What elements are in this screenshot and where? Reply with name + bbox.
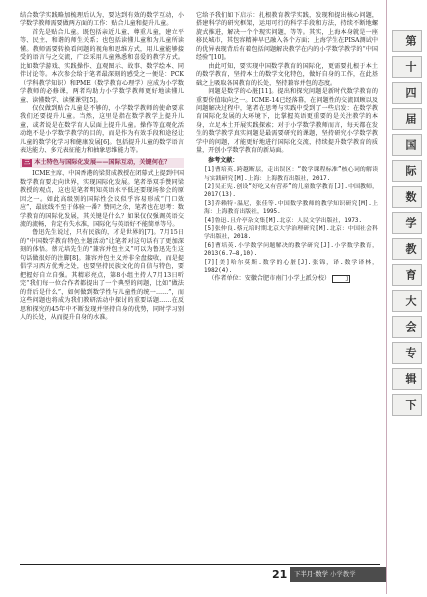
body-paragraph: 结合数学实践略加梳理后认为，要达到有效的数学互动，小学数学教师需要做两方面的工作：贴合儿童和提升儿童。 [20, 12, 184, 28]
author-affiliation-text: （作者单位：安徽合肥市南门小学上派分校） [208, 275, 331, 283]
body-paragraph: 仅仅做到贴合儿童是不够的，小学数学教师的使命要求我们还要提升儿童。当然，这里是指在数学教学上提升儿童，或者说是在数学育人层面上提升儿童。操作等直观化活动绝不是小学数学教学的目的，而是作为有效手段和途径让儿童的数学化学习和健康发展[6]。包括提升儿童的数学语言表达能力、多元表征能力和抽象思维能力等。 [20, 104, 184, 155]
sidebar-box: 届 [392, 108, 422, 130]
reference-item: [4]鲁迅.且介亭杂文集[M].北京：人民文学出版社，1973. [204, 217, 363, 224]
sidebar-box: 下 [392, 394, 422, 416]
body-paragraph: ICME主席、中国香港的梁贯成教授在闭幕式上提到中国数学教育要走向世界，实现国际化发展。笔者举双手赞同梁教授的观点，这也是笔者明知英语水平低还要现场参会的原因之一。如此高级别的国际性会议似乎容易形成“门口效应”，最底线不至于体验一番？赞同之余，笔者也在思考：数学教育的国际化发展，其关键是什么？如果仅仅强调英语交流的流畅，肯定有失水准，国际化与英语好不能简单等号。 [20, 170, 185, 229]
sidebar-box: 四 [392, 82, 422, 104]
body-paragraph: 问题是数学的心脏[11]。提出和探究问题是新时代数学教育的重要价值取向之一。ICME-14已经落幕，在问题性的交流回顾以及问题解决过程中，笔者在思考与实践中受到了一些启发：在数学教育国际化发展的大环境下，比掌握英语更重要的是关注教学的本身，立足本土开展实践探索；对于小学数学教师而言，每天都在发生的数学教学真实问题是最需要研究的课题，坚持研究小学数学教学中的问题，才能更好地进行国际化交流，持续提升数学教育的质量，开创小学数学教育的新局面。 [196, 88, 378, 155]
sidebar-divider [386, 0, 387, 594]
sidebar-box: 大 [392, 290, 422, 312]
reference-item: [1]曹培英.跨越断层，走出误区：“数学课程标准”核心词的解读与实践研究[M].上海：上海教育出版社，2017. [204, 167, 378, 182]
sidebar-box: 国 [392, 134, 422, 156]
page-footer [0, 564, 427, 593]
sidebar-box: 辑 [392, 368, 422, 390]
sidebar-box: 育 [392, 264, 422, 286]
footer-rule [20, 564, 380, 565]
sidebar-box: 教 [392, 238, 422, 260]
sidebar-box: 专 [392, 342, 422, 364]
reference-item: [7][美]哈尔莫斯.数学的心脏[J].张锦，译.数学译林，1982(4). [204, 259, 378, 275]
journal-band [290, 567, 386, 593]
section-title: 本土特色与国际化发展——国际互动，关键何在？ [34, 158, 171, 166]
issue-date: 2021.12 [355, 585, 382, 593]
body-paragraph: 鲁迅先生说过，只有民族的，才是世界的[7]。7月15日的“中国数学教育特色主题活动”让笔者对这句话有了更加深刻的体悟。蔡元培先生的“兼容并包主义”可以为鲁迅先生这句话做很好的注脚[8]。兼容并包主义并非全盘接收，而是提倡学习西方优秀之处，也要坚持民族文化的自信与特色，要把握好自立自强。其精彩亮点，第8小组主持人7月13日听完“我们每一位合作者都提出了一个典型的问题，比如“做法的背后是什么”，如何做到数学性与儿童性的统一……”，而这些问题也将成为我们教研活动中探讨的重要话题……在反思和探究的45年中不断发现并坚持自身的优势，同时学习别人的长处，从而提升自身的水准。 [20, 229, 184, 321]
reference-item: [2]吴正宪.创设“好吃又有营养”的儿童数学教育[J].中国教师，2017(13). [204, 183, 378, 199]
reference-item: [3]乔赖特·温尼，张佳等.中国数学教师的教学知识研究[M].上海：上海教育出版社，1995. [204, 200, 378, 216]
right-column [196, 12, 378, 284]
sidebar-box: 第 [392, 30, 422, 52]
journal-label: 下半月·数学 [294, 570, 328, 578]
sidebar-box: 数 [392, 186, 422, 208]
sidebar-column-title [386, 0, 427, 594]
sidebar-box: 际 [392, 160, 422, 182]
end-mark: J [332, 275, 350, 283]
reference-item: [6]曹培英.小学数学问题解决的教学研究[J].小学数学教育，2013(6.7—8,10). [204, 242, 378, 258]
body-paragraph: 首先是贴合儿童。既包括亲近儿童、尊重儿童，建立平等、民主、和谐的师生关系；也包括读懂儿童和为儿童所读懂。教师需要转换看问题的视角和思维方式，用儿童能够接受的语言与之交流，广泛采用儿童熟悉和喜爱的教学方式。比如数学游戏、实践操作、直观图示、故事、数学绘本、同伴讨论等。本次参会给于笔者最深刻的感受之一便是：PCK（学科教学知识）和PME（数学教育心理学）应成为小学数学教师的必修课，两者均助力小学数学教师更好地读懂儿童、读懂数学、读懂课堂[5]。 [20, 28, 184, 104]
references-title: 参考文献： [208, 156, 239, 164]
body-paragraph: 它给予我们如下启示：扎根教育教学实践，发现和提出核心问题，搭建科学的研究框架，运用可行的科学手段和方法，持续不断地螺旋式推进，解决一个个现实问题，等等。其实，上海本身就是一座移民城市，其包容精神早已融入各个方面；上海学生在PISA测试中的优异表现背后有着包括问题解决教学在内的小学数学教学的“中国经验”[10]。 [196, 12, 378, 62]
author-affiliation [196, 275, 378, 283]
sidebar-box: 十 [392, 56, 422, 78]
section-number: 三 [24, 158, 31, 166]
section-heading [20, 158, 184, 169]
left-column [20, 12, 184, 322]
journal-name: 小学教学 [330, 570, 356, 578]
sidebar-box: 学 [392, 212, 422, 234]
sidebar-box: 会 [392, 316, 422, 338]
page-number: 21 [272, 568, 288, 581]
body-paragraph: 由此可知，要实现中国数学教育的国际化，更需要扎根于本土的数学教育，坚持本土的数学文化特色，做好自身的工作，在此基础之上吸取各国教育的长处，坚持兼容并包的态度。 [196, 62, 378, 87]
reference-item: [5]张仲良.蔡元培时期北京大学治理研究[M].北京：中国社会科学出版社，2018. [204, 226, 378, 241]
